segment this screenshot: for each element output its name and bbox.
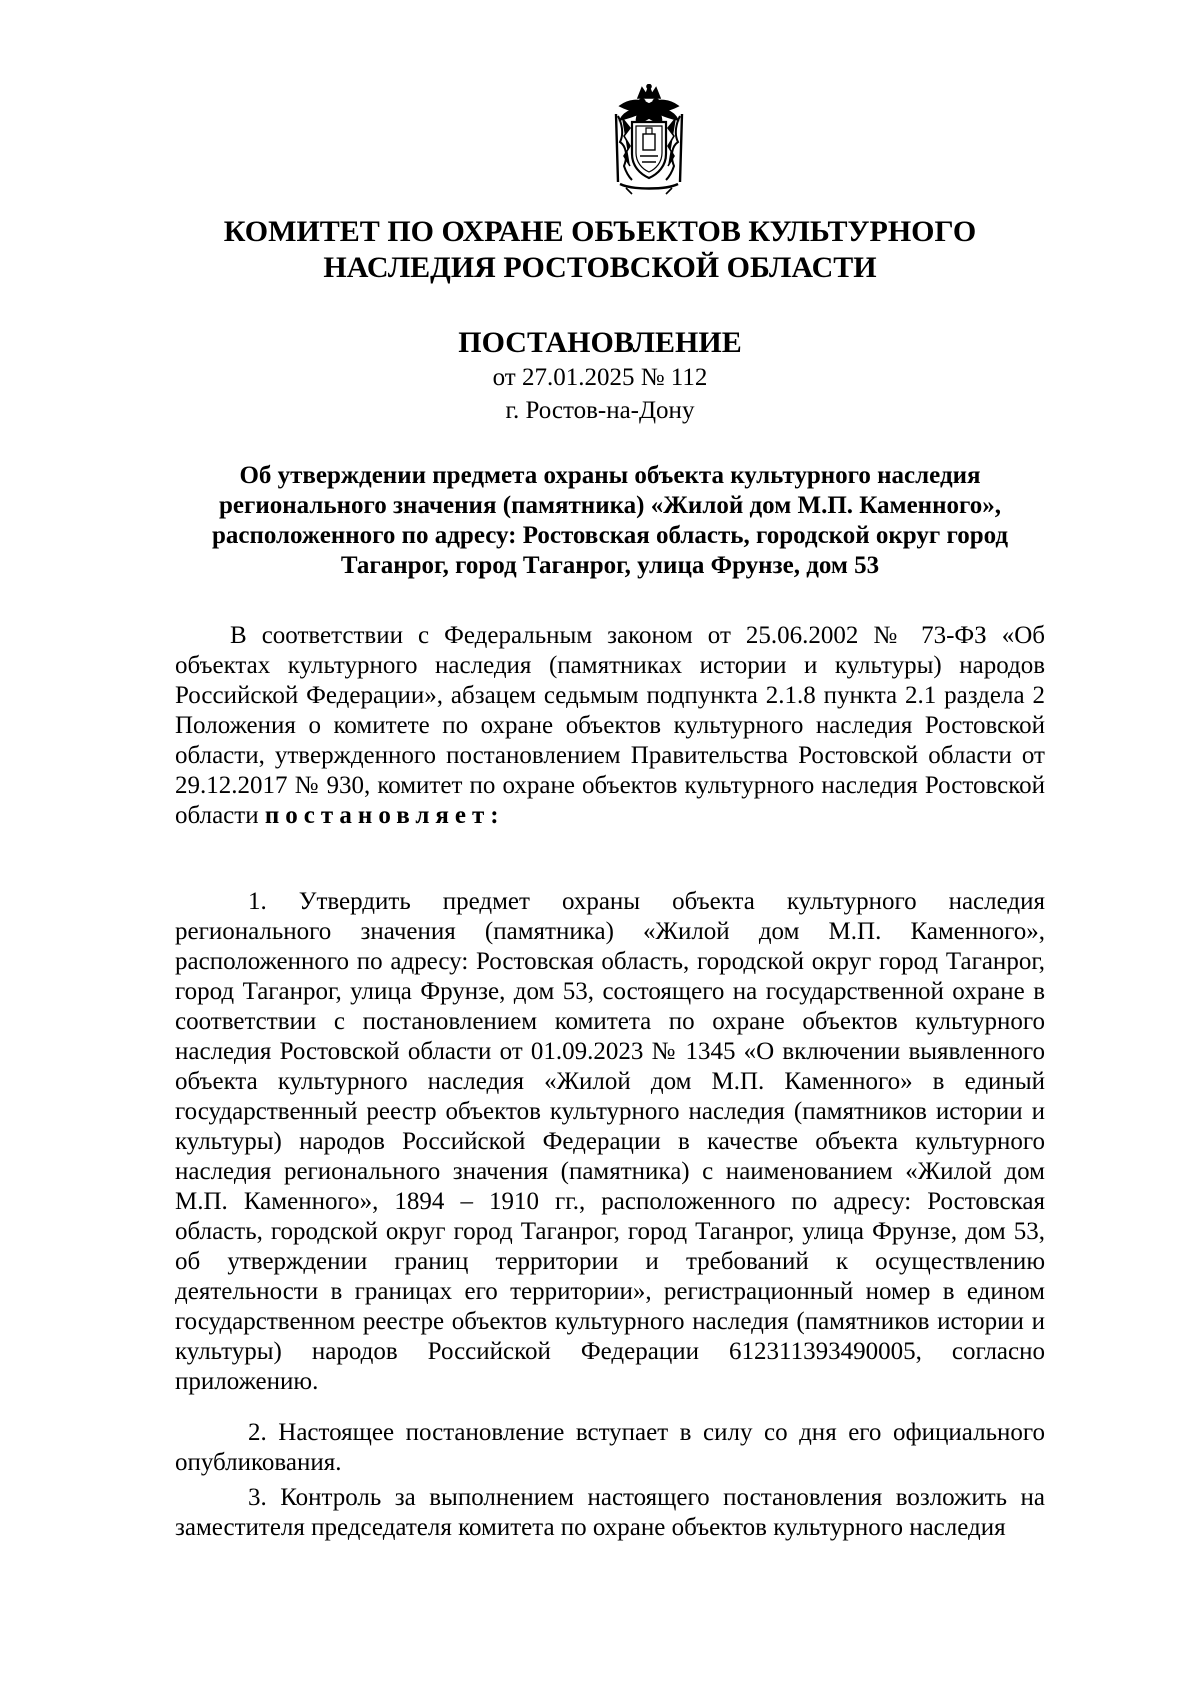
item-3-paragraph: 3. Контроль за выполнением настоящего постановления возложить на заместителя председателя комитета по охране объектов культурного наследия — [175, 1484, 1045, 1541]
item-1-paragraph: 1. Утвердить предмет охраны объекта культурного наследия регионального значения (памятника) «Жилой дом М.П. Каменного», расположенного по адресу: Ростовская область, городской округ город Таганрог, город Таганрог, улица Фрунзе, дом 53, состоящего на государственной охране в соответствии с постановлением комитета по охране объектов культурного наследия Ростовской области от 01.09.2023 № 1345 «О включении выявленного объекта культурного наследия «Жилой дом М.П. Каменного» в единый государственный реестр объектов культурного наследия (памятников истории и культуры) народов Российской Федерации в качестве объекта культурного наследия регионального значения (памятника) с наименованием «Жилой дом М.П. Каменного», 1894 – 1910 гг., расположенного по адресу: Ростовская область, городской округ город Таганрог, город Таганрог, улица Фрунзе, дом 53, об утверждении границ территории и требований к осуществлению деятельности в границах его территории», регистрационный номер в едином государственном реестре объектов культурного наследия (памятников истории и культуры) народов Российской Федерации 612311393490005, согласно приложению. — [175, 888, 1045, 1395]
preamble-text: В соответствии с Федеральным законом от 25.06.2002 № 73-ФЗ «Об объектах культурного наследия (памятниках истории и культуры) народов Российской Федерации», абзацем седьмым подпункта 2.1.8 пункта 2.1 раздела 2 Положения о комитете по охране объектов культурного наследия Ростовской области, утвержденного постановлением Правительства Ростовской области от 29.12.2017 № 930, комитет по охране объектов культурного наследия Ростовской области — [175, 622, 1045, 829]
organization-title — [175, 214, 1025, 286]
document-type: ПОСТАНОВЛЕНИЕ — [458, 326, 742, 359]
coat-of-arms-icon — [602, 84, 696, 196]
document-date-number: от 27.01.2025 № 112 — [492, 364, 708, 391]
subject-line2: регионального значения (памятника) «Жилой дом М.П. Каменного», — [219, 492, 1001, 519]
subject-line1: Об утверждении предмета охраны объекта культурного наследия — [239, 462, 981, 489]
resolves-word: постановляет: — [264, 802, 505, 829]
organization-title-line2: НАСЛЕДИЯ РОСТОВСКОЙ ОБЛАСТИ — [323, 251, 877, 284]
subject-line4: Таганрог, город Таганрог, улица Фрунзе, дом 53 — [340, 552, 880, 579]
organization-title-line1: КОМИТЕТ ПО ОХРАНЕ ОБЪЕКТОВ КУЛЬТУРНОГО — [223, 215, 977, 248]
document-city: г. Ростов-на-Дону — [505, 397, 695, 424]
preamble-paragraph — [175, 621, 1045, 831]
subject-line3: расположенного по адресу: Ростовская область, городской округ город — [211, 522, 1009, 549]
document-subject — [175, 461, 1045, 581]
item-2-paragraph: 2. Настоящее постановление вступает в силу со дня его официального опубликования. — [175, 1419, 1045, 1476]
